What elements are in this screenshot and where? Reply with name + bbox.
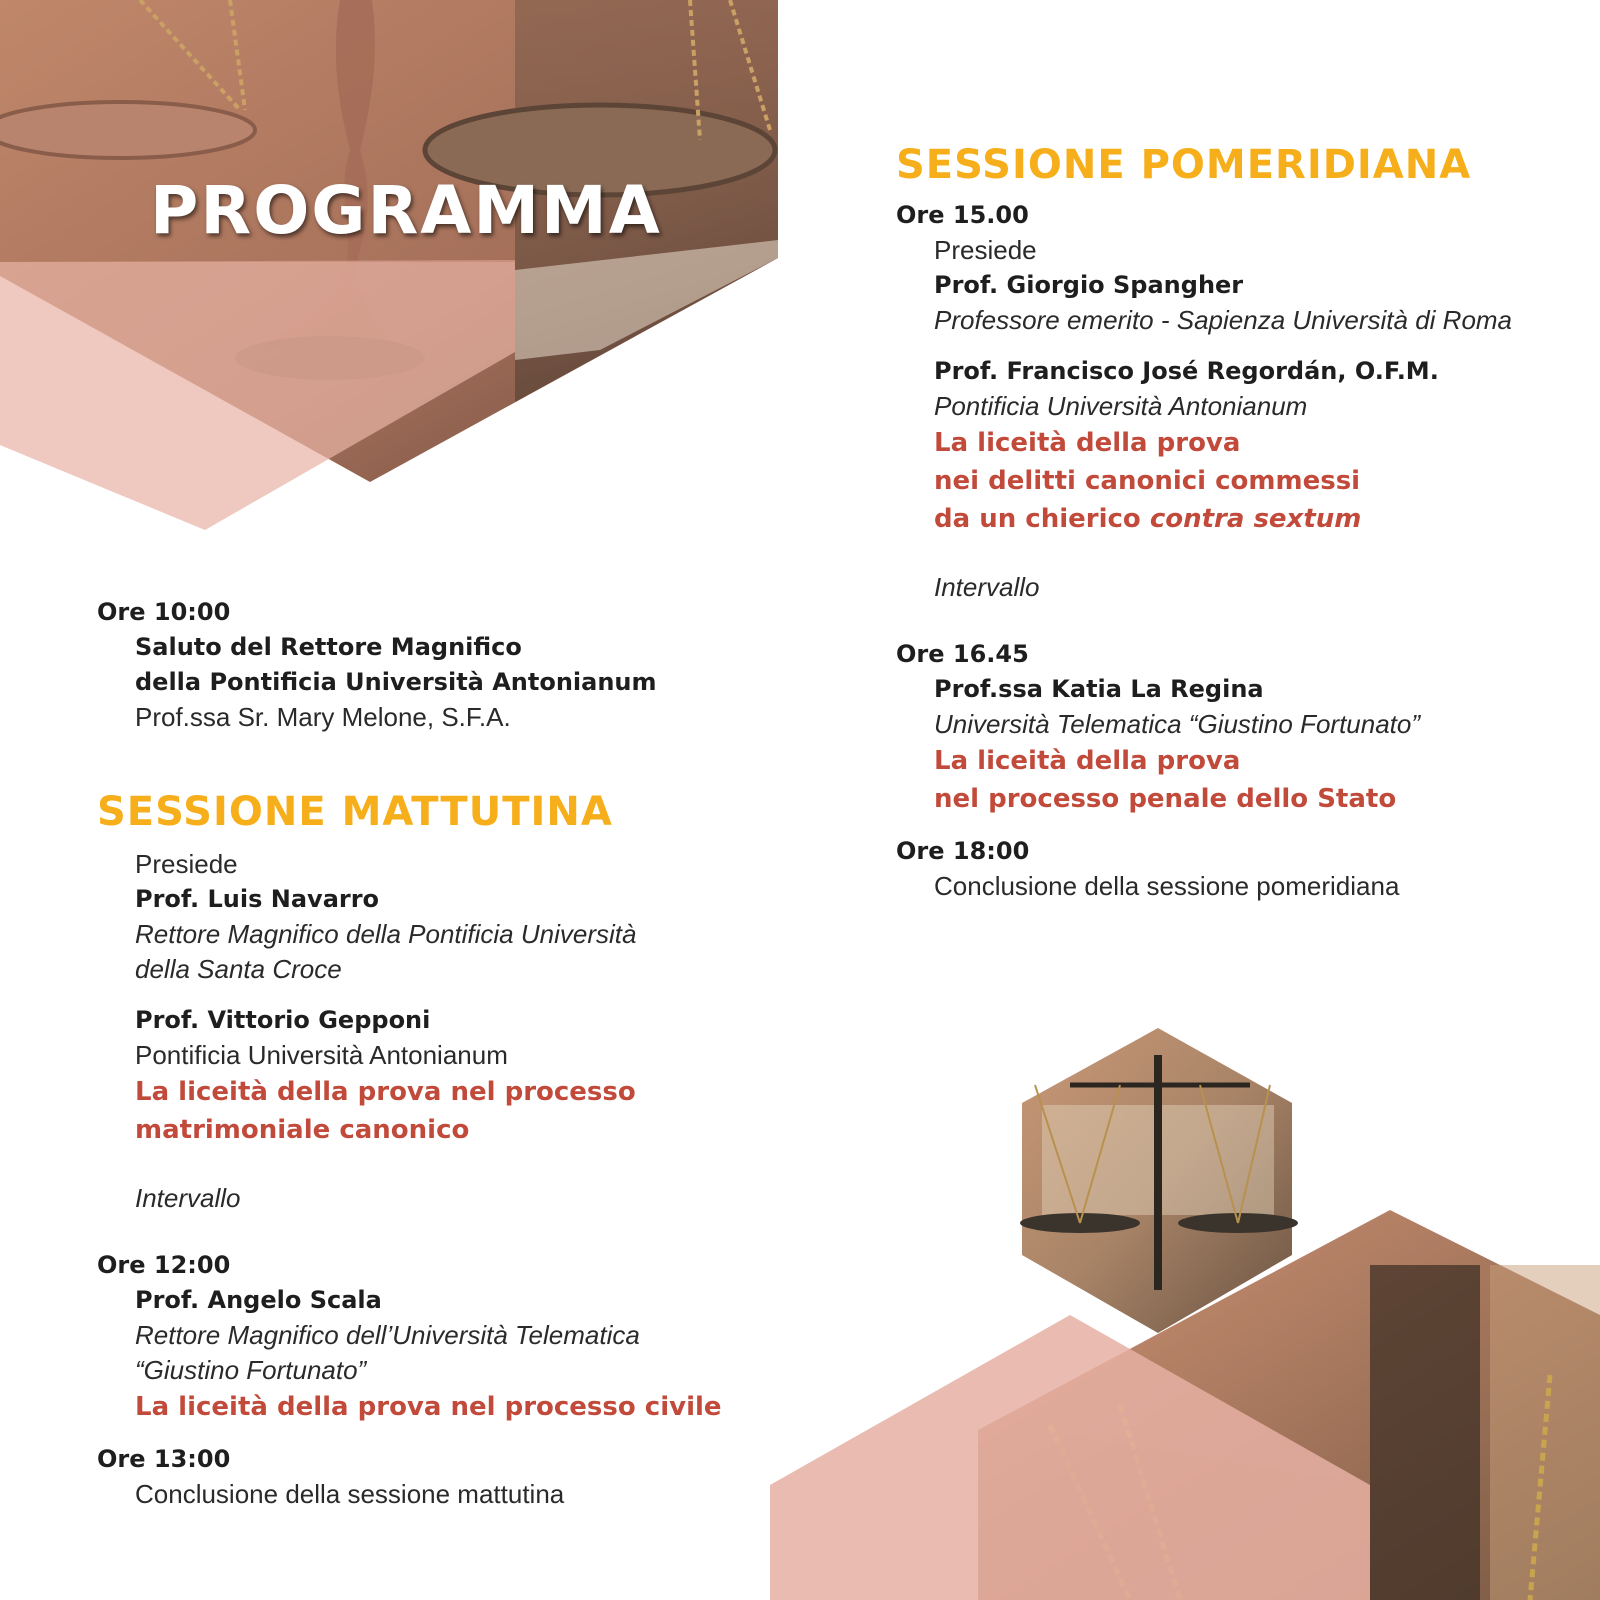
afternoon-closing: Conclusione della sessione pomeridiana [934, 871, 1400, 901]
morning-time-3: Ore 13:00 [97, 1445, 231, 1473]
morning-speaker1-name: Prof. Vittorio Gepponi [135, 1006, 431, 1034]
opening-time: Ore 10:00 [97, 598, 231, 626]
afternoon-chair-label: Presiede [934, 235, 1037, 265]
afternoon-speaker1-name: Prof. Francisco José Regordán, O.F.M. [934, 357, 1439, 385]
morning-speaker2-role-2: “Giustino Fortunato” [135, 1355, 367, 1385]
morning-time-2: Ore 12:00 [97, 1251, 231, 1279]
afternoon-speaker1-affil: Pontificia Università Antonianum [934, 391, 1308, 421]
scales-image-bottom [770, 1025, 1600, 1600]
morning-chair-name: Prof. Luis Navarro [135, 885, 380, 913]
afternoon-talk1-line-1: La liceità della prova [934, 428, 1241, 458]
afternoon-chair-role: Professore emerito - Sapienza Università di Roma [934, 305, 1513, 335]
afternoon-talk1-line-2: nei delitti canonici commessi [934, 466, 1361, 496]
afternoon-speaker2-name: Prof.ssa Katia La Regina [934, 675, 1264, 703]
opening-line-2: della Pontificia Università Antonianum [135, 668, 657, 696]
morning-talk1-line-2: matrimoniale canonico [135, 1115, 470, 1145]
afternoon-time-2: Ore 16.45 [896, 640, 1029, 668]
morning-talk1-line-1: La liceità della prova nel processo [135, 1077, 636, 1107]
page-title: PROGRAMMA [150, 172, 662, 249]
afternoon-talk1-latin: contra sextum [1149, 504, 1362, 534]
afternoon-talk1-line-3 [934, 500, 1576, 538]
morning-break: Intervallo [135, 1183, 241, 1213]
morning-talk2: La liceità della prova nel processo civile [135, 1392, 722, 1422]
morning-speaker2-name: Prof. Angelo Scala [135, 1286, 382, 1314]
afternoon-time-3: Ore 18:00 [896, 837, 1030, 865]
afternoon-session-title: SESSIONE POMERIDIANA [896, 142, 1472, 188]
opening-speaker: Prof.ssa Sr. Mary Melone, S.F.A. [135, 702, 511, 732]
afternoon-talk2-line-1: La liceità della prova [934, 746, 1241, 776]
left-column [97, 595, 737, 1512]
afternoon-talk1-line-3-text: da un chierico [934, 504, 1150, 534]
afternoon-break: Intervallo [934, 572, 1040, 602]
afternoon-talk2-line-2: nel processo penale dello Stato [934, 784, 1397, 814]
morning-chair-role-2: della Santa Croce [135, 954, 342, 984]
morning-speaker2-role-1: Rettore Magnifico dell’Università Telematica [135, 1320, 640, 1350]
morning-chair-role-1: Rettore Magnifico della Pontificia Università [135, 919, 637, 949]
opening-line-1: Saluto del Rettore Magnifico [135, 633, 522, 661]
morning-session-title: SESSIONE MATTUTINA [97, 789, 613, 835]
afternoon-time-1: Ore 15.00 [896, 201, 1029, 229]
right-column [896, 140, 1576, 904]
morning-chair-label: Presiede [135, 849, 238, 879]
morning-closing: Conclusione della sessione mattutina [135, 1479, 565, 1509]
afternoon-chair-name: Prof. Giorgio Spangher [934, 271, 1244, 299]
morning-speaker1-affil: Pontificia Università Antonianum [135, 1040, 508, 1070]
scales-image-top [0, 0, 780, 540]
afternoon-speaker2-affil: Università Telematica “Giustino Fortunato” [934, 709, 1421, 739]
